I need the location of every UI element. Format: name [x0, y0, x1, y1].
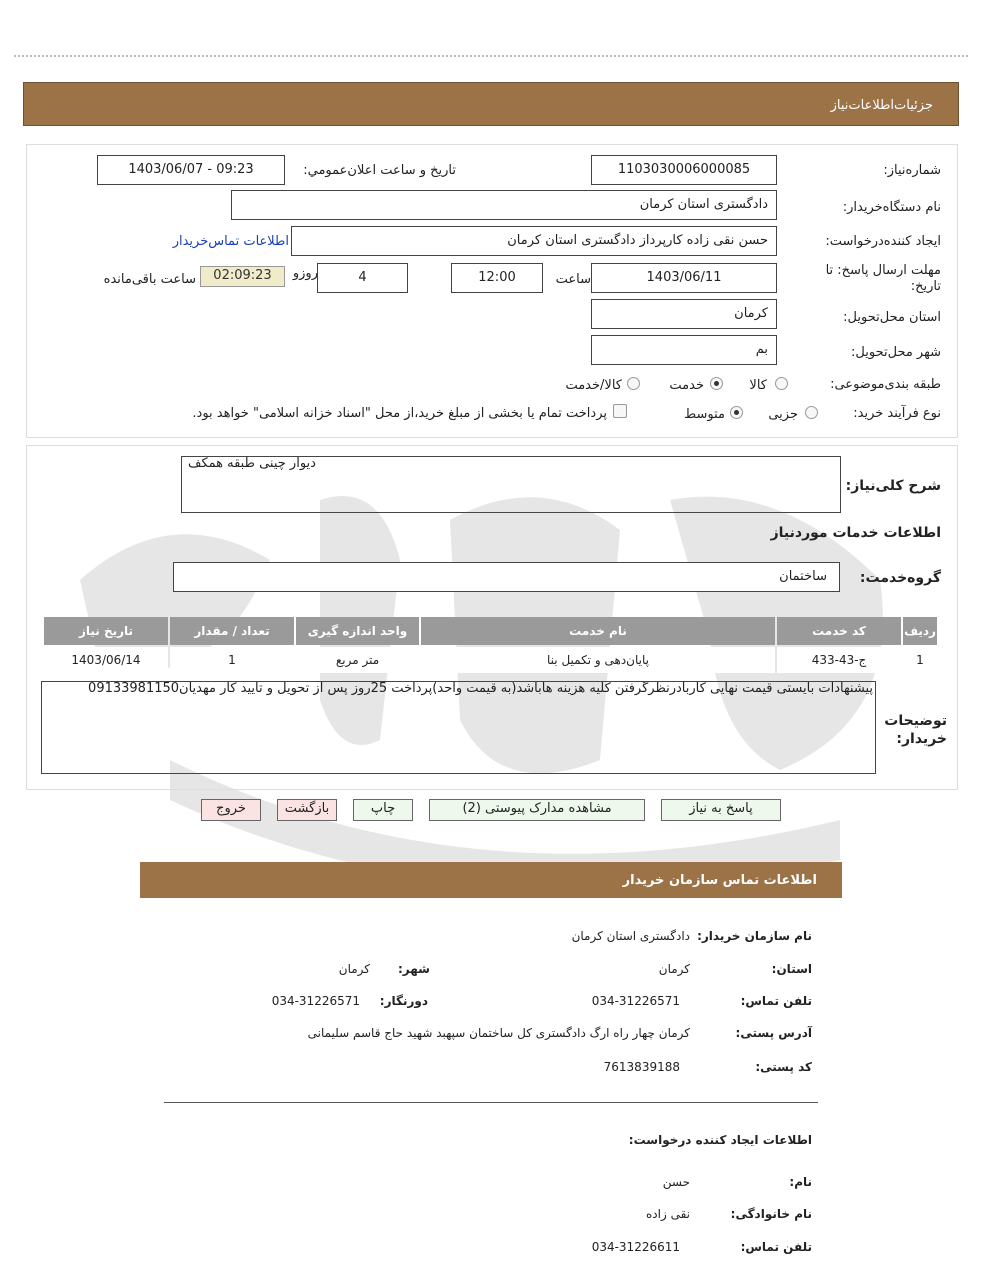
remaining-timer: 02:09:23	[200, 266, 285, 287]
service-group-field: ساختمان	[173, 562, 840, 592]
treasury-payment-checkbox[interactable]	[613, 404, 627, 418]
category-option-goods-service: کالا/خدمت	[565, 378, 622, 393]
cell-row: 1	[903, 647, 937, 673]
cell-need-date: 1403/06/14	[44, 647, 168, 673]
col-service-name: نام خدمت	[421, 617, 775, 645]
page-title: جزئیات‌اطلاعات‌نیاز	[830, 98, 933, 113]
buyer-contact-header	[140, 862, 842, 898]
process-option-medium: متوسط	[684, 407, 725, 422]
services-table	[42, 615, 939, 675]
process-label: نوع فرآیند خرید:	[853, 406, 941, 421]
contact-province-label: استان:	[771, 962, 812, 976]
creator-family: نقی زاده	[646, 1207, 690, 1221]
need-number-field: 1103030006000085	[591, 155, 777, 185]
contact-fax: 034-31226571	[271, 994, 360, 1008]
creator-family-label: نام خانوادگی:	[730, 1207, 812, 1221]
contact-postal: 7613839188	[603, 1060, 680, 1074]
col-quantity: تعداد / مقدار	[170, 617, 294, 645]
page-header	[23, 82, 959, 126]
creator-name: حسن	[662, 1175, 690, 1189]
contact-address-label: آدرس پستی:	[735, 1026, 812, 1040]
table-row	[44, 647, 937, 673]
process-option-minor: جزیی	[768, 407, 798, 422]
process-radio-minor[interactable]	[805, 406, 818, 419]
service-group-label: گروه‌خدمت:	[859, 570, 941, 586]
need-number-label: شماره‌نیاز:	[883, 163, 941, 178]
summary-label: شرح کلی‌نیاز:	[845, 478, 941, 494]
creator-info-heading: اطلاعات ایجاد کننده درخواست:	[628, 1133, 812, 1147]
category-label: طبقه بندی‌موضوعی:	[830, 377, 941, 392]
contact-org-label: نام سازمان خریدار:	[697, 929, 812, 943]
contact-address: کرمان چهار راه ارگ دادگستری کل ساختمان سپهبد شهید حاج قاسم سلیمانی	[307, 1026, 690, 1040]
creator-label: ایجاد کننده‌درخواست:	[825, 234, 941, 249]
view-attachments-button[interactable]: مشاهده مدارک پیوستی (2)	[429, 799, 645, 821]
col-need-date: تاریخ نیاز	[44, 617, 168, 645]
contact-phone: 034-31226571	[591, 994, 680, 1008]
contact-fax-label: دورنگار:	[379, 994, 428, 1008]
cell-service-code: ج-43-433	[777, 647, 901, 673]
col-unit: واحد اندازه گیری	[296, 617, 419, 645]
announce-label: تاريخ و ساعت اعلان‌عمومي:	[303, 163, 456, 178]
category-radio-service[interactable]	[710, 377, 723, 390]
category-option-service: خدمت	[669, 378, 704, 393]
creator-name-label: نام:	[789, 1175, 812, 1189]
days-field: 4	[317, 263, 408, 293]
contact-divider	[164, 1102, 818, 1103]
exit-button[interactable]: خروج	[201, 799, 261, 821]
category-radio-goods-service[interactable]	[627, 377, 640, 390]
reply-button[interactable]: پاسخ به نیاز	[661, 799, 781, 821]
cell-quantity: 1	[170, 647, 294, 673]
buyer-notes-label: توضیحات خریدار:	[884, 713, 947, 747]
announce-field: 1403/06/07 - 09:23	[97, 155, 285, 185]
cell-service-name: پایان‌دهی و تکمیل بنا	[421, 647, 775, 673]
time-label: ساعت	[555, 272, 591, 287]
deadline-label: مهلت ارسال پاسخ: تا تاریخ:	[825, 263, 941, 294]
contact-city-label: شهر:	[398, 962, 430, 976]
buyer-org-label: نام دستگاه‌خریدار:	[842, 200, 941, 215]
summary-field: دیوار چینی طبقه همکف	[181, 456, 841, 513]
col-service-code: کد خدمت	[777, 617, 901, 645]
category-option-goods: کالا	[749, 378, 767, 393]
contact-postal-label: کد پستی:	[755, 1060, 812, 1074]
buyer-contact-link[interactable]: اطلاعات تماس‌خریدار	[172, 234, 289, 249]
buyer-contact-title: اطلاعات تماس سازمان خریدار	[622, 873, 817, 888]
buyer-notes-text: پیشنهادات بایستی قیمت نهایی کاربادرنظرگرفتن کلیه هزینه هاباشد(به قیمت واحد)پرداخت 25روز پس از تحویل و تایید کار مهدیان09133981150	[88, 681, 873, 696]
cell-unit: متر مربع	[296, 647, 419, 673]
province-label: استان محل‌تحویل:	[843, 310, 941, 325]
process-radio-medium[interactable]	[730, 406, 743, 419]
city-field: بم	[591, 335, 777, 365]
print-button[interactable]: چاپ	[353, 799, 413, 821]
days-label: روزو	[292, 266, 318, 281]
category-radio-goods[interactable]	[775, 377, 788, 390]
treasury-payment-note: پرداخت تمام یا بخشی از مبلغ خرید،از محل "اسناد خزانه اسلامی" خواهد بود.	[192, 406, 607, 421]
top-divider	[14, 55, 968, 57]
buyer-org-field: دادگستری استان کرمان	[231, 190, 777, 220]
contact-province: کرمان	[658, 962, 690, 976]
services-table-header	[44, 617, 937, 645]
contact-phone-label: تلفن تماس:	[740, 994, 812, 1008]
city-label: شهر محل‌تحویل:	[851, 345, 941, 360]
creator-phone: 034-31226611	[591, 1240, 680, 1254]
contact-org: دادگستری استان کرمان	[571, 929, 690, 943]
back-button[interactable]: بازگشت	[277, 799, 337, 821]
col-row: ردیف	[903, 617, 937, 645]
creator-phone-label: تلفن تماس:	[740, 1240, 812, 1254]
contact-city: کرمان	[338, 962, 370, 976]
services-heading: اطلاعات خدمات موردنیاز	[770, 525, 941, 541]
deadline-date-field: 1403/06/11	[591, 263, 777, 293]
creator-field: حسن نقی زاده کارپرداز دادگستری استان کرمان	[291, 226, 777, 256]
remaining-label: ساعت باقی‌مانده	[103, 272, 196, 287]
deadline-time-field: 12:00	[451, 263, 543, 293]
province-field: کرمان	[591, 299, 777, 329]
buyer-notes-field	[41, 681, 876, 774]
